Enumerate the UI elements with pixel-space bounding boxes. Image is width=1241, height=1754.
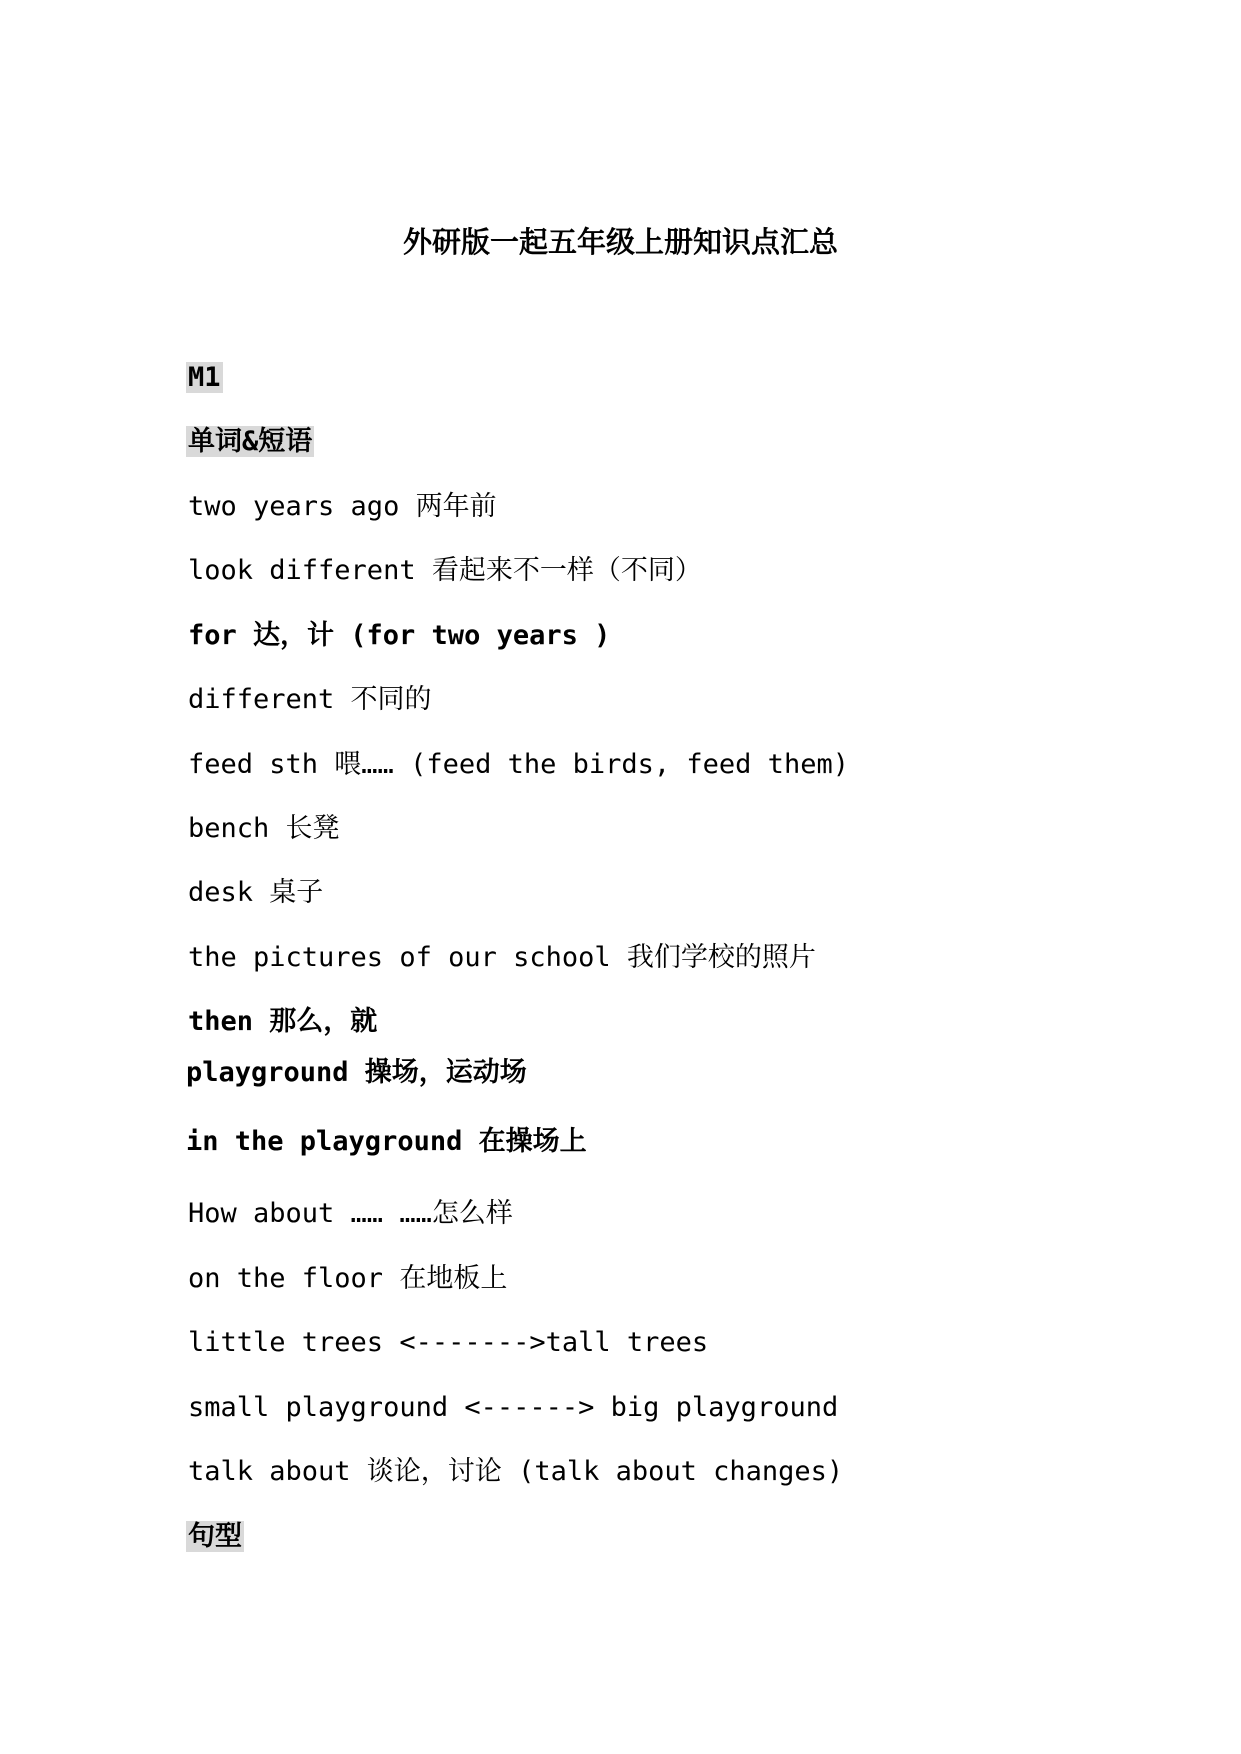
entry-line: feed sth 喂…… (feed the birds, feed them) [188, 749, 849, 780]
entry-line: How about …… ……怎么样 [188, 1198, 513, 1229]
entry-line: for 达，计 (for two years ) [188, 620, 611, 651]
entry-line: different 不同的 [188, 684, 432, 715]
entry-line: the pictures of our school 我们学校的照片 [188, 942, 816, 973]
entry-line: talk about 谈论，讨论 (talk about changes) [188, 1456, 844, 1487]
entry-line: look different 看起来不一样（不同） [188, 555, 702, 586]
vocab-section-heading [188, 423, 314, 461]
vocab-section-label: 单词&短语 [188, 426, 313, 457]
module-heading [188, 359, 223, 397]
sentence-section-label: 句型 [188, 1521, 242, 1552]
entry-line: bench 长凳 [188, 813, 340, 844]
entry-line: little trees <------->tall trees [188, 1327, 709, 1358]
entry-line: on the floor 在地板上 [188, 1263, 508, 1294]
module-label: M1 [188, 362, 221, 393]
entry-line: two years ago 两年前 [188, 491, 497, 522]
entry-line: playground 操场，运动场 [186, 1057, 527, 1088]
entry-line: desk 桌子 [188, 877, 324, 908]
sentence-section-heading [188, 1518, 244, 1556]
entry-line: small playground <------> big playground [188, 1392, 839, 1423]
entry-line: then 那么，就 [188, 1006, 378, 1037]
document-title: 外研版一起五年级上册知识点汇总 [402, 225, 838, 259]
entry-line: in the playground 在操场上 [186, 1126, 587, 1157]
